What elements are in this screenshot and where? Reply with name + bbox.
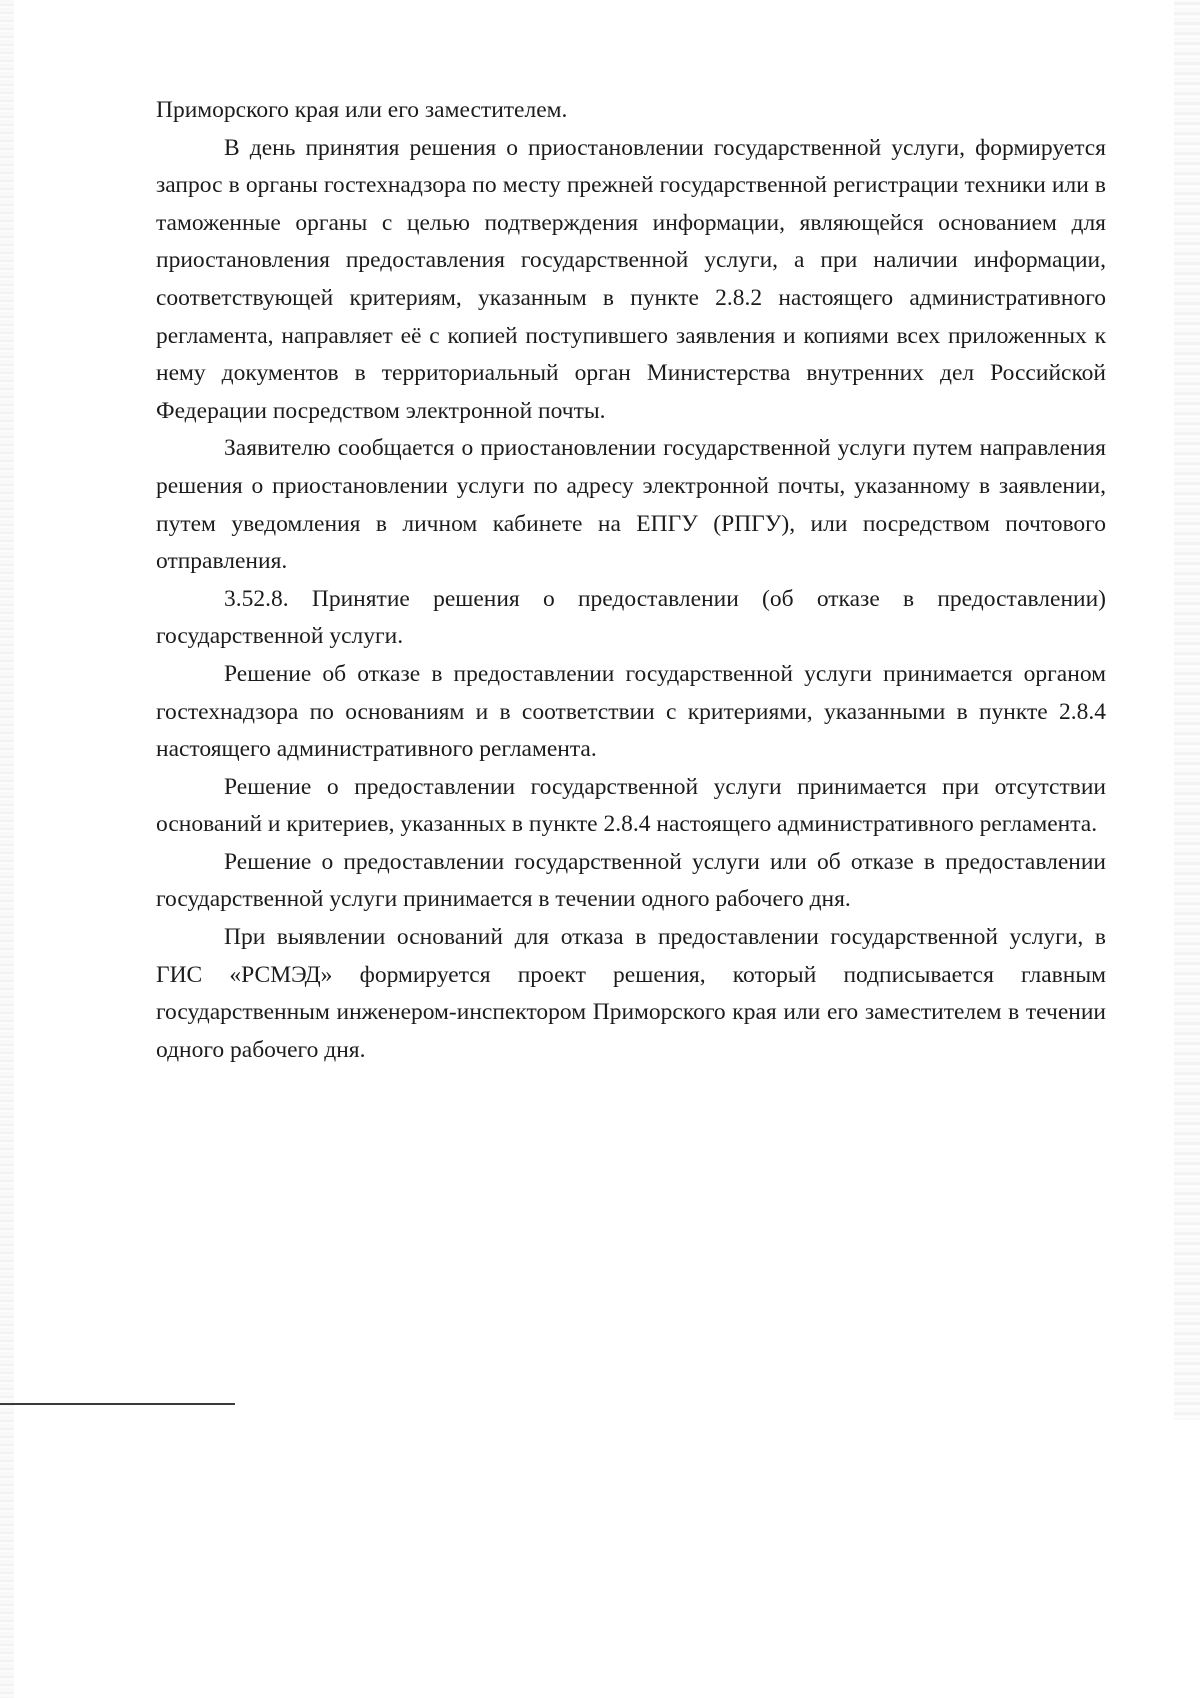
paragraph-decision-term: Решение о предоставлении государственной услуги или об отказе в предоставлении государственной услуги принимается в течении одного рабочего дня.	[156, 848, 1106, 913]
paragraph-applicant-notice: Заявителю сообщается о приостановлении государственной услуги путем направления решения о приостановлении услуги по адресу электронной почты, указанному в заявлении, путем уведомления в личном кабинете на ЕПГУ (РПГУ), или посредством почтового отправления.	[156, 435, 1106, 575]
document-body	[156, 92, 1106, 1069]
paragraph-refusal-decision: Решение об отказе в предоставлении государственной услуги принимается органом гостехнадзора по основаниям и в соответствии с критериями, указанными в пункте 2.8.4 настоящего административного регламента.	[156, 660, 1106, 763]
paragraph-refusal-draft: При выявлении оснований для отказа в предоставлении государственной услуги, в ГИС «РСМЭД» формируется проект решения, который подписывается главным государственным инженером-инспектором Приморского края или его заместителем в течении одного рабочего дня.	[156, 924, 1106, 1063]
footnote-rule	[0, 1403, 235, 1405]
paragraph-grant-decision: Решение о предоставлении государственной услуги принимается при отсутствии оснований и критериев, указанных в пункте 2.8.4 настоящего административного регламента.	[156, 773, 1106, 838]
scan-noise-right	[1174, 0, 1200, 1420]
paragraph-continuation: Приморского края или его заместителем.	[156, 97, 568, 123]
paragraph-section-3-52-8: 3.52.8. Принятие решения о предоставлении (об отказе в предоставлении) государственной услуги.	[156, 585, 1106, 650]
paragraph-suspension-request: В день принятия решения о приостановлении государственной услуги, формируется запрос в органы гостехнадзора по месту прежней государственной регистрации техники или в таможенные органы с целью подтверждения информации, являющейся основанием для приостановления предоставления государственной услуги, а при наличии информации, соответствующей критериям, указанным в пункте 2.8.2 настоящего административного регламента, направляет её с копией поступившего заявления и копиями всех приложенных к нему документов в территориальный орган Министерства внутренних дел Российской Федерации посредством электронной почты.	[156, 134, 1106, 424]
scan-noise-left	[0, 0, 14, 1698]
